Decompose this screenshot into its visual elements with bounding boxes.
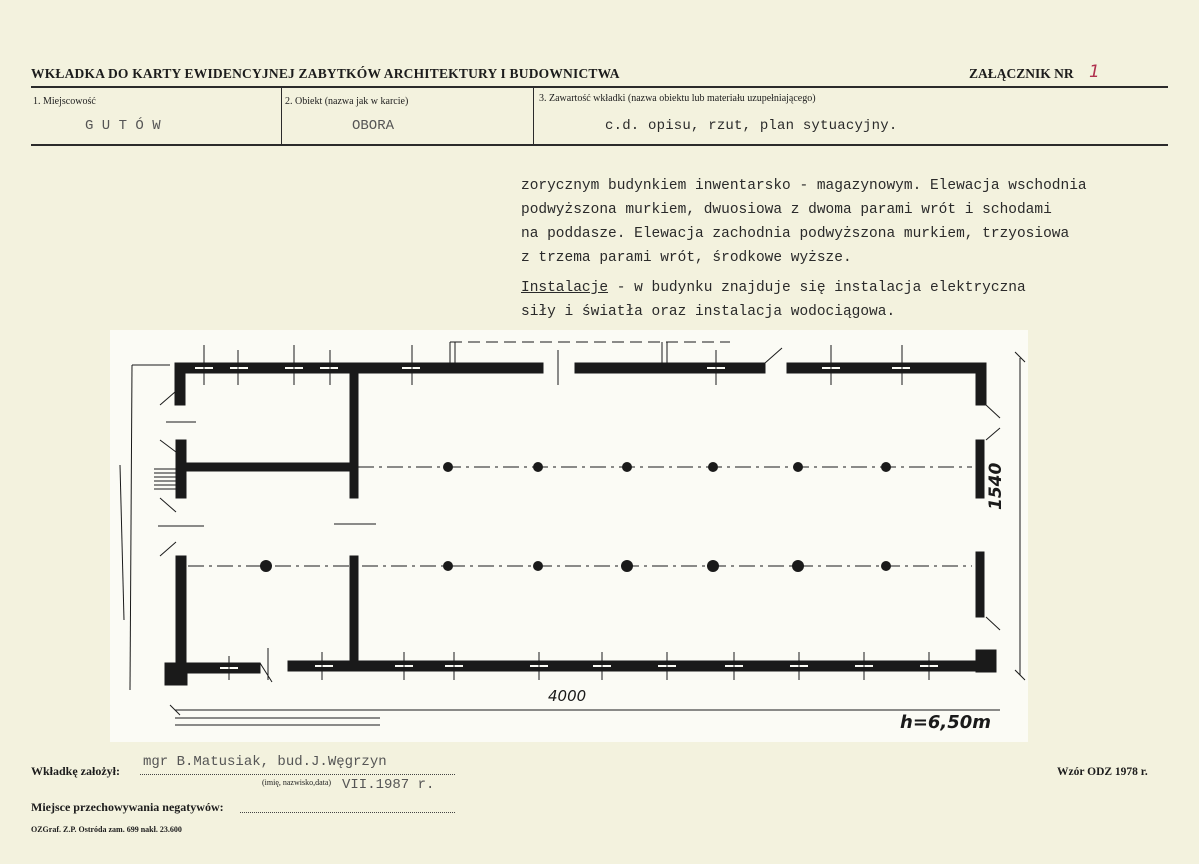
post-lower-4 — [621, 560, 633, 572]
corner-block-bottom-right — [976, 650, 996, 672]
author-dotted-line — [140, 774, 455, 775]
post-lower-7 — [881, 561, 891, 571]
description-line-2: podwyższona murkiem, dwuosiowa z dwoma parami wrót i schodami — [521, 202, 1052, 218]
field-divider-1 — [281, 88, 282, 144]
locality-label: 1. Miejscowość — [33, 96, 96, 107]
post-upper-5 — [793, 462, 803, 472]
corner-block-bottom-left — [165, 663, 187, 685]
content-value: c.d. opisu, rzut, plan sytuacyjny. — [605, 118, 898, 134]
attachment-label: ZAŁĄCZNIK NR — [969, 66, 1074, 81]
description-line-4: z trzema parami wrót, środkowe wyższe. — [521, 250, 852, 266]
post-lower-6 — [792, 560, 804, 572]
author-sub-label: (imię, nazwisko,data) — [262, 778, 332, 787]
field-divider-2 — [533, 88, 534, 144]
card-title: WKŁADKA DO KARTY EWIDENCYJNEJ ZABYTKÓW ARCHITEKTURY I BUDOWNICTWA — [31, 66, 620, 81]
print-info: OZGraf. Z.P. Ostróda zam. 699 nakł. 23.600 — [31, 825, 182, 834]
form-label: Wzór ODZ 1978 r. — [1057, 766, 1148, 778]
installations-heading: Instalacje — [521, 280, 609, 296]
object-value: OBORA — [352, 118, 395, 134]
wall-right-mid — [976, 440, 984, 498]
interior-wall-vertical-lower — [350, 556, 358, 664]
wall-right-lower — [976, 552, 984, 617]
wall-bottom-main — [288, 661, 980, 671]
header-rule — [31, 86, 1168, 88]
installations-text-1: - w budynku znajduje się instalacja elektryczna — [608, 280, 1026, 296]
post-upper-2 — [533, 462, 543, 472]
post-lower-1 — [260, 560, 272, 572]
attachment-number: 1 — [1089, 62, 1100, 82]
locality-value: G U T Ó W — [85, 118, 161, 134]
wall-top-right — [787, 363, 977, 373]
floor-plan-photo — [110, 330, 1028, 742]
description-line-1: zorycznym budynkiem inwentarsko - magazynowym. Elewacja wschodnia — [521, 178, 1087, 194]
date-value: VII.1987 r. — [342, 777, 435, 793]
author-label: Wkładkę założył: — [31, 764, 120, 778]
object-label: 2. Obiekt (nazwa jak w karcie) — [285, 96, 409, 107]
description-line-3: na poddasze. Elewacja zachodnia podwyższona murkiem, trzyosiowa — [521, 226, 1070, 242]
post-upper-6 — [881, 462, 891, 472]
post-lower-2 — [443, 561, 453, 571]
post-upper-3 — [622, 462, 632, 472]
storage-dotted-line — [240, 812, 455, 813]
interior-wall-vertical-upper — [350, 366, 358, 498]
installations-line-2: siły i światła oraz instalacja wodociągowa. — [521, 304, 896, 320]
height-note: h=6,50m — [900, 712, 992, 733]
fields-bottom-rule — [31, 144, 1168, 146]
dimension-width: 1540 — [986, 462, 1006, 510]
post-upper-1 — [443, 462, 453, 472]
content-label: 3. Zawartość wkładki (nazwa obiektu lub materiału uzupełniającego) — [539, 93, 816, 104]
interior-wall-horizontal — [182, 463, 355, 471]
post-lower-3 — [533, 561, 543, 571]
floor-plan-drawing — [110, 330, 1028, 742]
wall-top-mid — [575, 363, 765, 373]
storage-label: Miejsce przechowywania negatywów: — [31, 800, 224, 814]
author-value: mgr B.Matusiak, bud.J.Węgrzyn — [143, 754, 387, 770]
wall-left-upper — [175, 363, 185, 405]
post-upper-4 — [708, 462, 718, 472]
wall-left-lower — [176, 556, 186, 671]
dimension-length: 4000 — [548, 687, 587, 705]
installations-paragraph — [521, 277, 1026, 301]
post-lower-5 — [707, 560, 719, 572]
wall-right-upper — [976, 363, 986, 405]
